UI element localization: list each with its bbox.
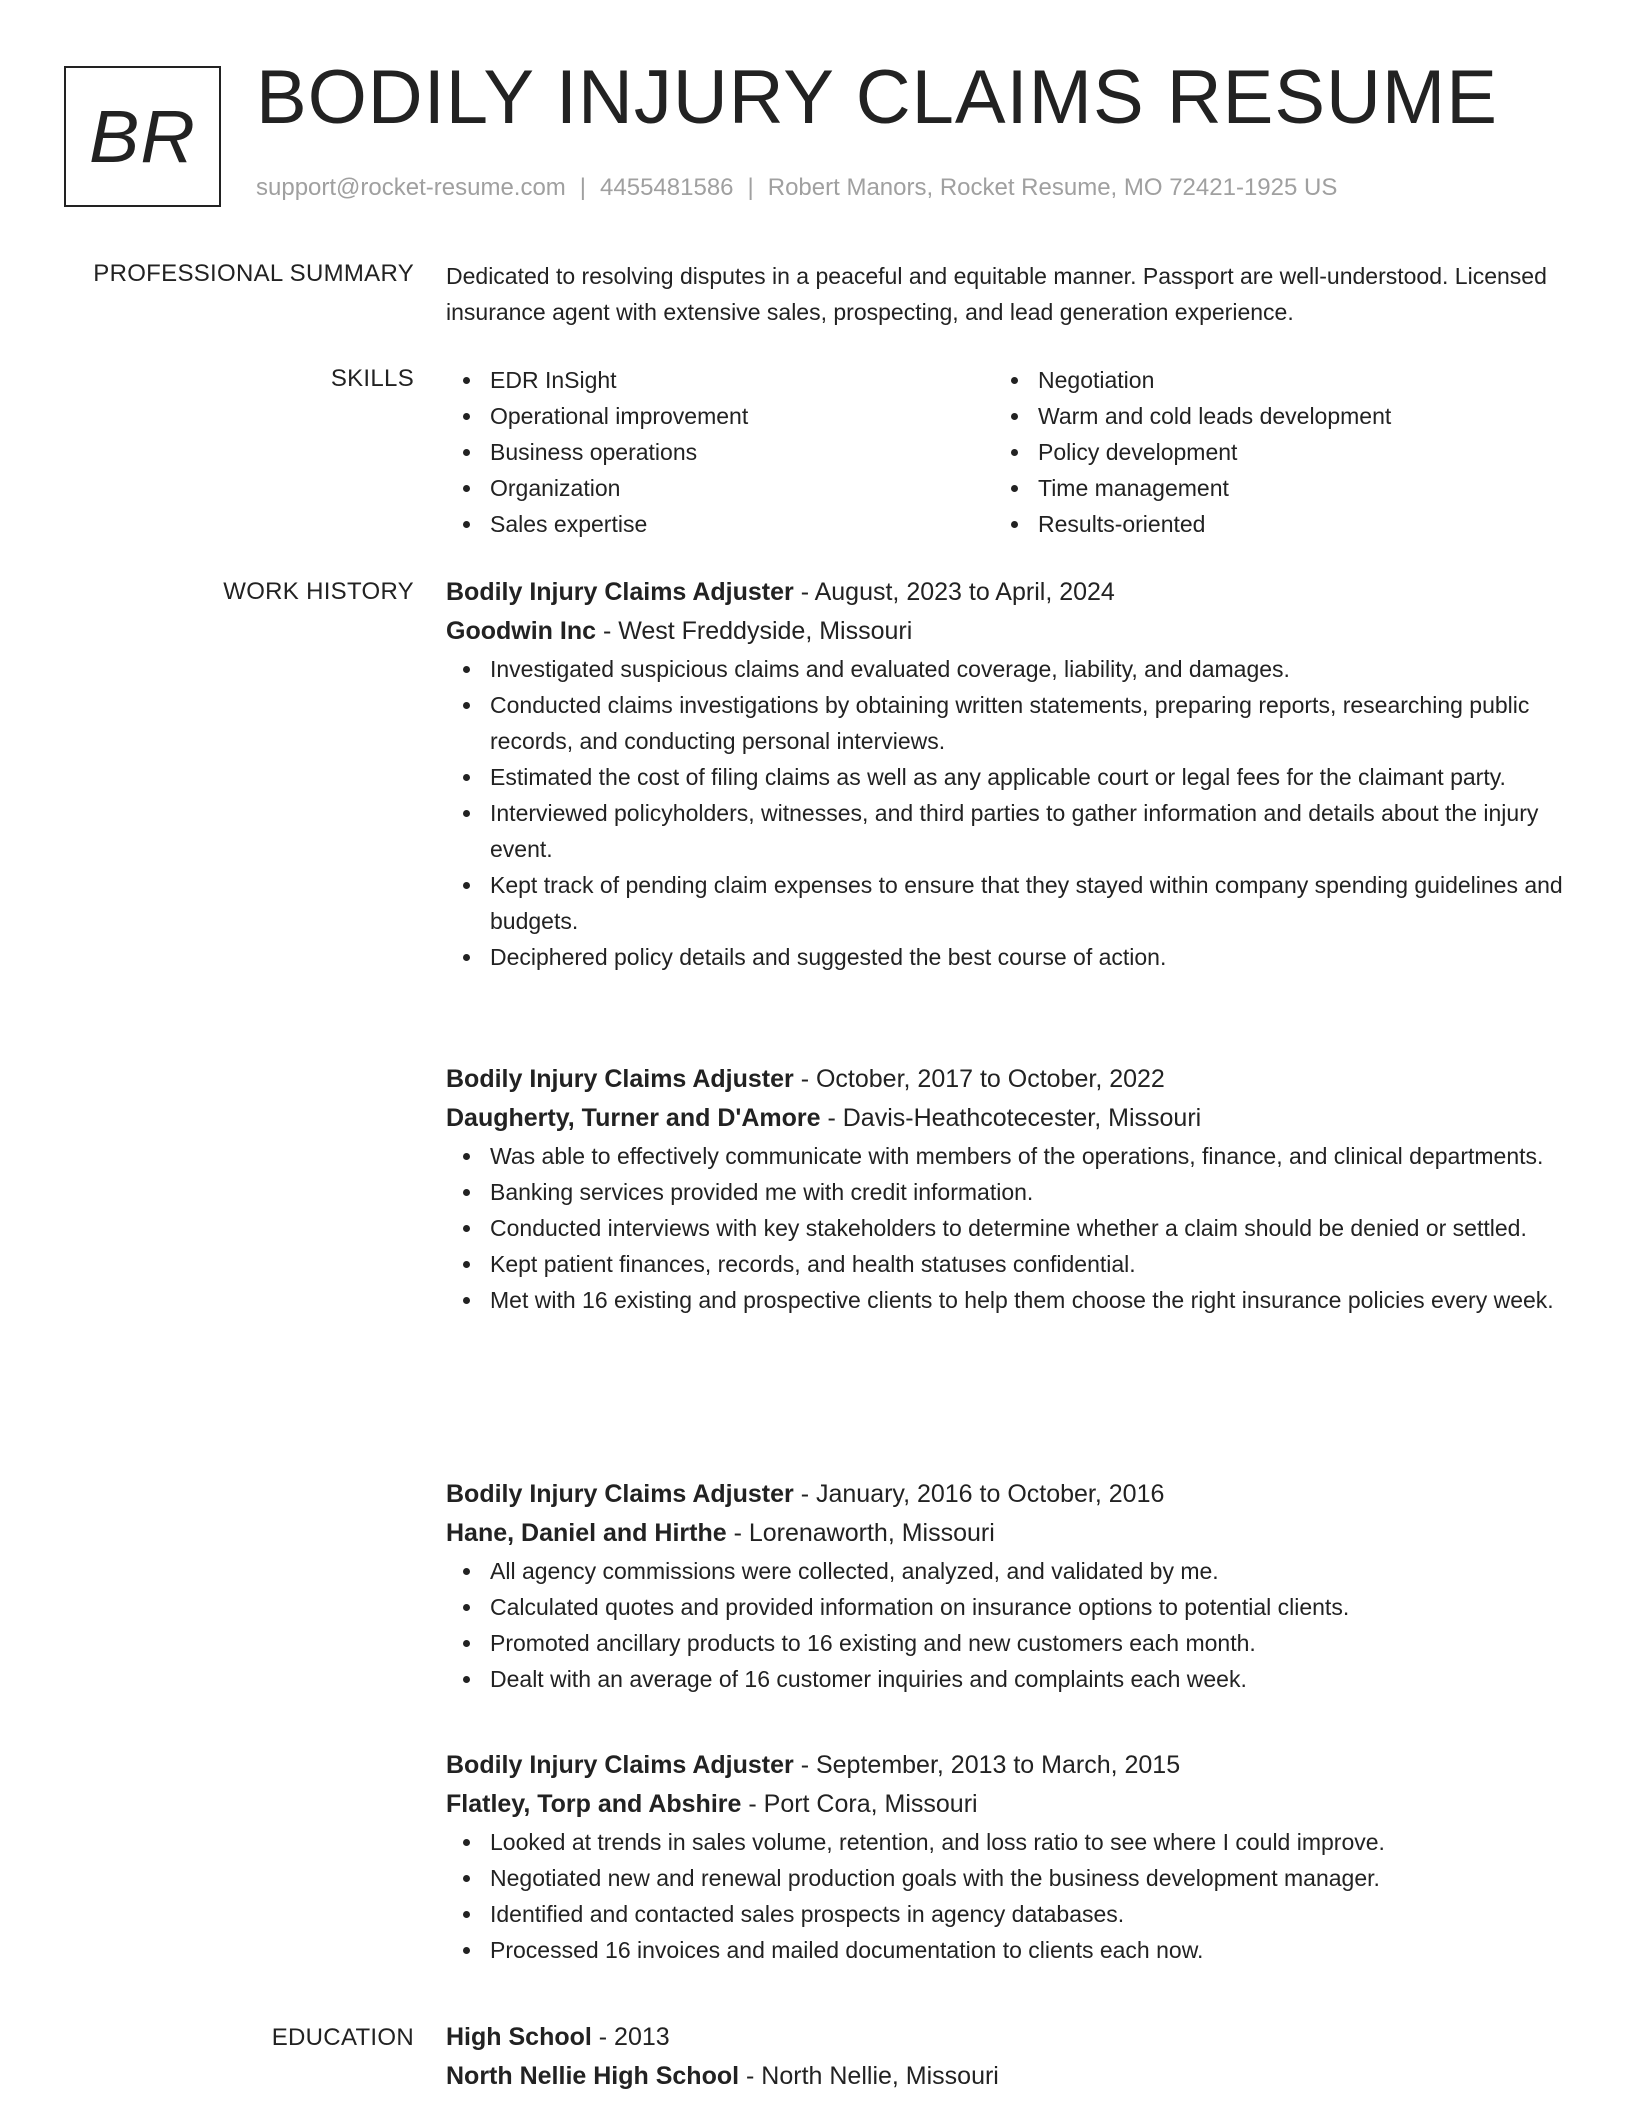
job-company: Flatley, Torp and Abshire [446,1790,742,1818]
contact-line [256,174,1337,202]
contact-separator: | [747,174,754,201]
section-label-education: EDUCATION [271,2024,414,2051]
job-entry [446,1746,1566,1968]
education-degree-line [446,2018,1566,2057]
job-title: Bodily Injury Claims Adjuster [446,1751,794,1779]
skill-item: Results-oriented [994,506,1542,542]
section-label-work-history: WORK HISTORY [223,578,414,605]
education-school: North Nellie High School [446,2062,740,2090]
job-duty: Dealt with an average of 16 customer inquiries and complaints each week. [446,1661,1566,1697]
skill-item: Business operations [446,434,994,470]
job-location: - West Freddyside, Missouri [596,617,913,645]
job-duty: Kept track of pending claim expenses to ensure that they stayed within company spending guidelines and budgets. [446,867,1566,939]
job-duty: Interviewed policyholders, witnesses, and third parties to gather information and details about the injury event. [446,795,1566,867]
job-entry [446,1060,1566,1318]
skill-item: Time management [994,470,1542,506]
job-duties [446,1824,1566,1968]
job-dates: - September, 2013 to March, 2015 [793,1751,1181,1779]
job-company-line [446,612,1566,651]
job-duty: Promoted ancillary products to 16 existing and new customers each month. [446,1625,1566,1661]
skill-item: Warm and cold leads development [994,398,1542,434]
job-duties [446,651,1566,975]
job-duties [446,1553,1566,1697]
skill-item: Operational improvement [446,398,994,434]
skills-grid [446,362,1566,542]
job-company-line [446,1099,1566,1138]
education-degree: High School [446,2023,592,2051]
job-duty: Deciphered policy details and suggested the best course of action. [446,939,1566,975]
education-school-line [446,2057,1566,2096]
job-location: - Davis-Heathcotecester, Missouri [820,1104,1202,1132]
job-duty: Conducted claims investigations by obtaining written statements, preparing reports, researching public records, and conducting personal interviews. [446,687,1566,759]
job-duty: Conducted interviews with key stakeholders to determine whether a claim should be denied or settled. [446,1210,1566,1246]
skill-item: Negotiation [994,362,1542,398]
skill-item: Sales expertise [446,506,994,542]
job-location: - Lorenaworth, Missouri [726,1519,995,1547]
job-duty: Calculated quotes and provided information on insurance options to potential clients. [446,1589,1566,1625]
job-dates: - October, 2017 to October, 2022 [793,1065,1165,1093]
job-entry [446,573,1566,975]
job-company: Daugherty, Turner and D'Amore [446,1104,821,1132]
job-duty: Investigated suspicious claims and evaluated coverage, liability, and damages. [446,651,1566,687]
job-duty: Negotiated new and renewal production goals with the business development manager. [446,1860,1566,1896]
job-title: Bodily Injury Claims Adjuster [446,1065,794,1093]
monogram-logo [64,66,221,207]
resume-title: BODILY INJURY CLAIMS RESUME [256,55,1498,140]
skills-column-right [994,362,1542,542]
skills-section [446,362,1566,542]
job-entry [446,1475,1566,1697]
job-title-line [446,1746,1566,1785]
job-title-line [446,1475,1566,1514]
job-duty: Estimated the cost of filing claims as well as any applicable court or legal fees for the claimant party. [446,759,1566,795]
contact-address: Robert Manors, Rocket Resume, MO 72421-1925 US [767,174,1338,201]
job-duty: Was able to effectively communicate with members of the operations, finance, and clinical departments. [446,1138,1566,1174]
job-duties [446,1138,1566,1318]
job-duty: Processed 16 invoices and mailed documentation to clients each now. [446,1932,1566,1968]
monogram-initials: BR [89,95,196,178]
job-title-line [446,1060,1566,1099]
section-label-skills: SKILLS [330,365,414,392]
education-section [446,2018,1566,2096]
job-duty: All agency commissions were collected, analyzed, and validated by me. [446,1553,1566,1589]
education-year: - 2013 [591,2023,670,2051]
contact-phone: 4455481586 [600,174,734,201]
job-company: Goodwin Inc [446,617,596,645]
section-label-summary: PROFESSIONAL SUMMARY [93,260,414,287]
job-duty: Identified and contacted sales prospects in agency databases. [446,1896,1566,1932]
skill-item: EDR InSight [446,362,994,398]
job-company: Hane, Daniel and Hirthe [446,1519,727,1547]
job-dates: - January, 2016 to October, 2016 [793,1480,1165,1508]
job-duty: Looked at trends in sales volume, retention, and loss ratio to see where I could improve. [446,1824,1566,1860]
job-company-line [446,1785,1566,1824]
job-company-line [446,1514,1566,1553]
skill-item: Organization [446,470,994,506]
education-location: - North Nellie, Missouri [739,2062,999,2090]
job-duty: Kept patient finances, records, and health statuses confidential. [446,1246,1566,1282]
job-title-line [446,573,1566,612]
job-title: Bodily Injury Claims Adjuster [446,578,794,606]
skills-column-left [446,362,994,542]
job-location: - Port Cora, Missouri [741,1790,978,1818]
summary-section [446,258,1556,330]
skill-item: Policy development [994,434,1542,470]
job-duty: Met with 16 existing and prospective clients to help them choose the right insurance policies every week. [446,1282,1566,1318]
contact-separator: | [579,174,587,201]
job-dates: - August, 2023 to April, 2024 [793,578,1115,606]
contact-email: support@rocket-resume.com [256,174,566,201]
summary-text: Dedicated to resolving disputes in a peaceful and equitable manner. Passport are well-understood. Licensed insurance agent with extensive sales, prospecting, and lead generation experience. [446,263,1547,325]
job-duty: Banking services provided me with credit information. [446,1174,1566,1210]
job-title: Bodily Injury Claims Adjuster [446,1480,794,1508]
